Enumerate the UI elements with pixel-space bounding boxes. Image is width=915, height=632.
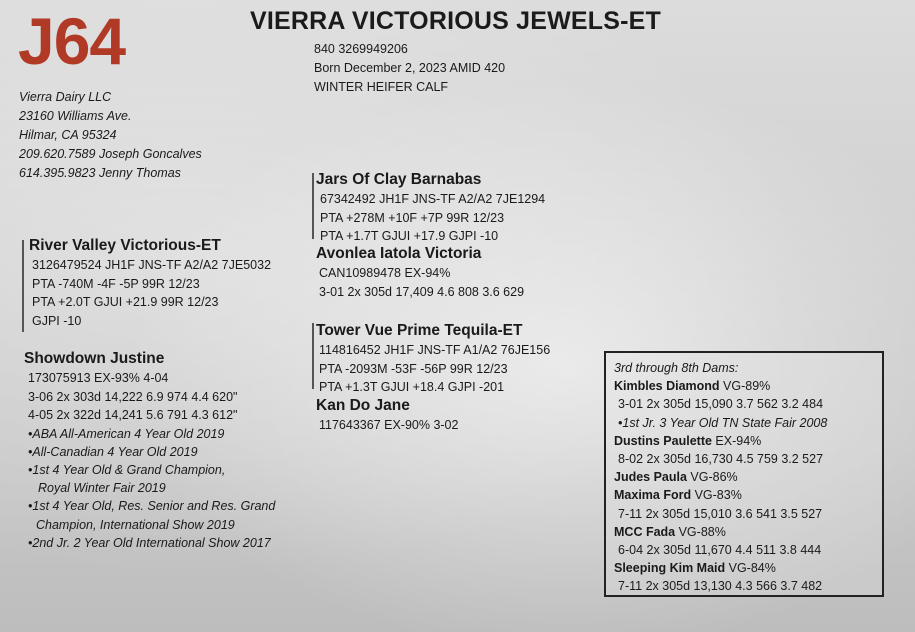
dam-3-note: •1st Jr. 3 Year Old TN State Fair 2008 [618,415,828,430]
breeder-address: 23160 Williams Ave. [19,109,132,123]
dam-8-name: Sleeping Kim Maid [614,561,726,576]
sire-block [26,236,271,330]
dam-5-classification: VG-86% [686,470,738,485]
sire-sire-line: 67342492 JH1F JNS-TF A2/A2 7JE1294 [320,192,546,206]
sire-dam-name: Avonlea Iatola Victoria [316,245,482,262]
pedigree-bracket-sire [22,240,24,332]
ancestral-dams-box [604,351,884,597]
sire-sire-block [316,170,545,246]
dam-block [24,349,275,552]
animal-name-title: VIERRA VICTORIOUS JEWELS-ET [250,7,662,35]
dam-7-record: 6-04 2x 305d 11,670 4.4 511 3.8 444 [618,543,822,558]
dam-name: Showdown Justine [24,350,165,367]
ancestral-dam-name [614,486,874,504]
breeder-phone-2: 614.395.9823 Jenny Thomas [19,166,181,180]
dam-sire-line: PTA -2093M -53F -56P 99R 12/23 [319,361,508,376]
animal-info [314,40,505,97]
dam-3-name: Kimbles Diamond [614,379,720,394]
dam-6-record: 7-11 2x 305d 15,010 3.6 541 3.5 527 [618,506,823,521]
sire-dam-line: 3-01 2x 305d 17,409 4.6 808 3.6 629 [319,284,525,299]
dam-honor: •1st 4 Year Old & Grand Champion, [28,462,226,477]
dam-6-classification: VG-83% [691,488,742,503]
dam-honor: Royal Winter Fair 2019 [38,481,166,496]
dam-sire-line: 114816452 JH1F JNS-TF A1/A2 76JE156 [319,343,551,357]
dam-3-record: 3-01 2x 305d 15,090 3.7 562 3.2 484 [618,397,824,412]
breeder-phone-1: 209.620.7589 Joseph Goncalves [19,147,202,161]
ancestral-dam-name [614,559,874,577]
sire-sire-name: Jars Of Clay Barnabas [316,171,482,188]
sire-line: 3126479524 JH1F JNS-TF A2/A2 7JE5032 [32,258,272,272]
pedigree-bracket-dam-side [312,323,314,389]
dam-4-record: 8-02 2x 305d 16,730 4.5 759 3.2 527 [618,452,824,467]
dam-honor: •2nd Jr. 2 Year Old International Show 2017 [28,535,271,550]
lot-number: J64 [18,4,126,78]
ancestral-dam-name [614,377,874,395]
birth-date: Born December 2, 2023 AMID 420 [314,61,506,75]
sire-name: River Valley Victorious-ET [29,237,221,254]
sire-dam-block [316,244,524,301]
dam-honor: •All-Canadian 4 Year Old 2019 [28,444,198,459]
dam-sire-name: Tower Vue Prime Tequila-ET [316,322,523,339]
sire-line: PTA +2.0T GJUI +21.9 99R 12/23 [32,295,219,309]
breeder-city: Hilmar, CA 95324 [19,128,117,142]
dam-honor: •1st 4 Year Old, Res. Senior and Res. Grand [28,499,276,514]
dam-dam-name: Kan Do Jane [316,397,410,414]
dam-8-classification: VG-84% [725,561,776,576]
sire-sire-line: PTA +1.7T GJUI +17.9 GJPI -10 [320,229,499,243]
ancestral-dam-name [614,523,874,541]
dam-line: 173075913 EX-93% 4-04 [28,371,169,385]
dam-sire-block [316,321,550,397]
dam-4-name: Dustins Paulette [614,433,712,448]
registration-number: 840 3269949206 [314,42,408,56]
dam-dam-line: 117643367 EX-90% 3-02 [319,418,459,432]
dam-7-classification: VG-88% [675,524,726,539]
dam-honor: •ABA All-American 4 Year Old 2019 [28,426,225,441]
sire-sire-line: PTA +278M +10F +7P 99R 12/23 [320,210,505,225]
pedigree-bracket-sire-side [312,173,314,239]
animal-class: WINTER HEIFER CALF [314,80,449,94]
dam-dam-block [316,396,458,435]
dam-5-name: Judes Paula [614,470,687,485]
dam-sire-line: PTA +1.3T GJUI +18.4 GJPI -201 [319,380,505,394]
dam-line: 3-06 2x 303d 14,222 6.9 974 4.4 620" [28,389,238,404]
dam-3-classification: VG-89% [719,379,771,394]
ancestral-dam-name [614,468,874,486]
sire-dam-line: CAN10989478 EX-94% [319,266,451,280]
dam-7-name: MCC Fada [614,524,676,539]
dam-6-name: Maxima Ford [614,488,692,503]
dam-honor: Champion, International Show 2019 [36,517,235,532]
breeder-info [19,88,202,183]
dam-4-classification: EX-94% [711,433,762,448]
ancestral-dam-name [614,432,874,450]
dam-line: 4-05 2x 322d 14,241 5.6 791 4.3 612" [28,408,238,422]
sire-line: PTA -740M -4F -5P 99R 12/23 [32,276,200,291]
dam-8-record: 7-11 2x 305d 13,130 4.3 566 3.7 482 [618,579,823,594]
dams-box-header: 3rd through 8th Dams: [614,361,739,375]
sire-line: GJPI -10 [32,313,82,328]
breeder-name: Vierra Dairy LLC [19,90,112,104]
